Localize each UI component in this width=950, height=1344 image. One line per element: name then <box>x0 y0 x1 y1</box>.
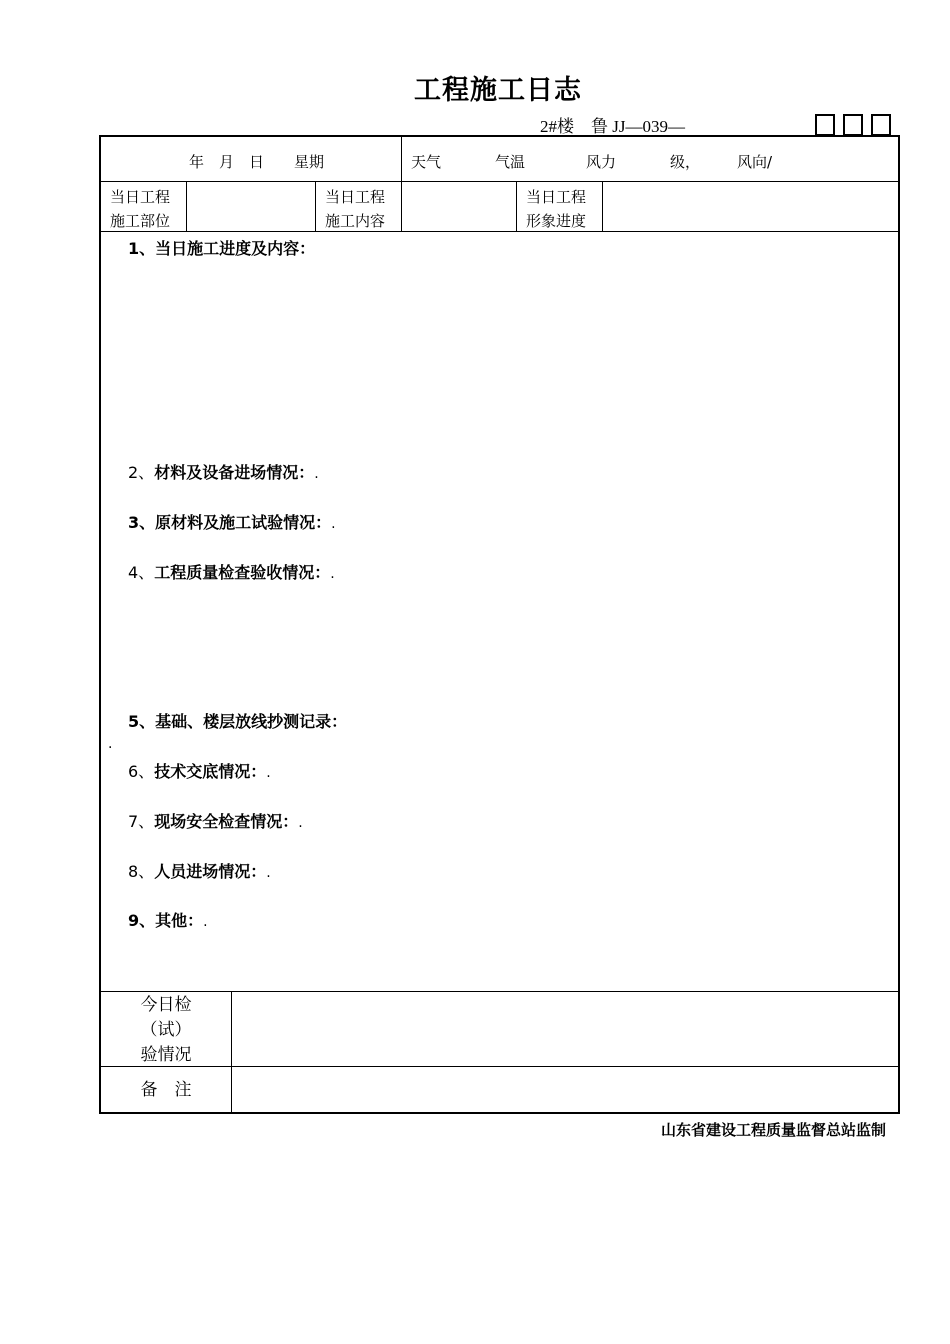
daily-inspection-field[interactable] <box>232 992 898 1065</box>
section-6-heading <box>128 759 271 782</box>
document-title: 工程施工日志 <box>414 75 582 106</box>
section-7-tail: . <box>298 815 303 831</box>
construction-part-label-line2: 施工部位 <box>110 212 171 230</box>
section-5-heading <box>128 709 347 732</box>
section-6-number: 6、 <box>128 762 155 781</box>
construction-content-label-line1: 当日工程 <box>325 188 386 206</box>
section-8-tail: . <box>266 865 271 881</box>
document-code: 2#楼 鲁 JJ—039— <box>540 117 685 136</box>
temperature-label: 气温 <box>495 153 526 171</box>
section-2-title: 材料及设备进场情况： <box>154 463 315 482</box>
wind-force-label: 风力 <box>586 153 617 171</box>
section-3-tail: . <box>331 516 336 532</box>
section-6-title: 技术交底情况： <box>154 762 267 781</box>
section-5-number: 5、 <box>128 712 156 731</box>
daily-inspection-label-line3: 验情况 <box>140 1045 192 1065</box>
weather-label: 天气 <box>411 153 442 171</box>
progress-label-line2: 形象进度 <box>526 212 587 230</box>
section-3-title: 原材料及施工试验情况： <box>155 513 332 532</box>
row-divider-info <box>100 231 899 232</box>
section-4-tail: . <box>330 566 335 582</box>
date-weekday-label: 年 月 日 星期 <box>189 153 325 171</box>
page-number-box-2[interactable] <box>843 114 863 136</box>
section-1-heading <box>128 236 315 259</box>
section-2-heading <box>128 460 319 483</box>
section-1-number: 1、 <box>128 239 156 258</box>
section-9-heading <box>128 908 208 931</box>
daily-inspection-label-line1: 今日检 <box>140 995 192 1015</box>
section-9-title: 其他： <box>155 911 204 930</box>
daily-inspection-label <box>101 993 231 1068</box>
section-8-number: 8、 <box>128 862 155 881</box>
section-7-title: 现场安全检查情况： <box>154 812 299 831</box>
construction-part-field[interactable] <box>187 182 314 230</box>
remark-field[interactable] <box>232 1067 898 1112</box>
section-2-tail: . <box>314 466 319 482</box>
construction-part-label-line1: 当日工程 <box>110 188 171 206</box>
section-5-title: 基础、楼层放线抄测记录： <box>155 712 348 731</box>
progress-field[interactable] <box>603 182 898 230</box>
wind-level-label: 级， <box>670 153 701 171</box>
col-divider-3 <box>516 181 517 232</box>
page-number-box-3[interactable] <box>871 114 891 136</box>
section-8-title: 人员进场情况： <box>154 862 267 881</box>
col-divider-2 <box>315 181 316 232</box>
construction-content-label-line2: 施工内容 <box>325 212 386 230</box>
section-4-heading <box>128 560 335 583</box>
section-4-title: 工程质量检查验收情况： <box>154 563 331 582</box>
remark-label: 备 注 <box>140 1080 192 1100</box>
section-8-heading <box>128 859 271 882</box>
section-9-tail: . <box>203 914 208 930</box>
section-5-dot: . <box>108 736 113 752</box>
section-9-number: 9、 <box>128 911 156 930</box>
page-number-box-1[interactable] <box>815 114 835 136</box>
progress-label-line1: 当日工程 <box>526 188 587 206</box>
section-7-number: 7、 <box>128 812 155 831</box>
daily-inspection-label-line2: （试） <box>140 1020 192 1040</box>
wind-direction-label: 风向/ <box>737 153 773 171</box>
section-4-number: 4、 <box>128 563 155 582</box>
construction-content-field[interactable] <box>402 182 515 230</box>
section-2-number: 2、 <box>128 463 155 482</box>
log-form-frame <box>99 135 900 1114</box>
section-3-number: 3、 <box>128 513 156 532</box>
section-1-title: 当日施工进度及内容： <box>155 239 316 258</box>
section-7-heading <box>128 809 303 832</box>
issuer-footer: 山东省建设工程质量监督总站监制 <box>660 1121 886 1139</box>
section-3-heading <box>128 510 336 533</box>
section-6-tail: . <box>266 765 271 781</box>
